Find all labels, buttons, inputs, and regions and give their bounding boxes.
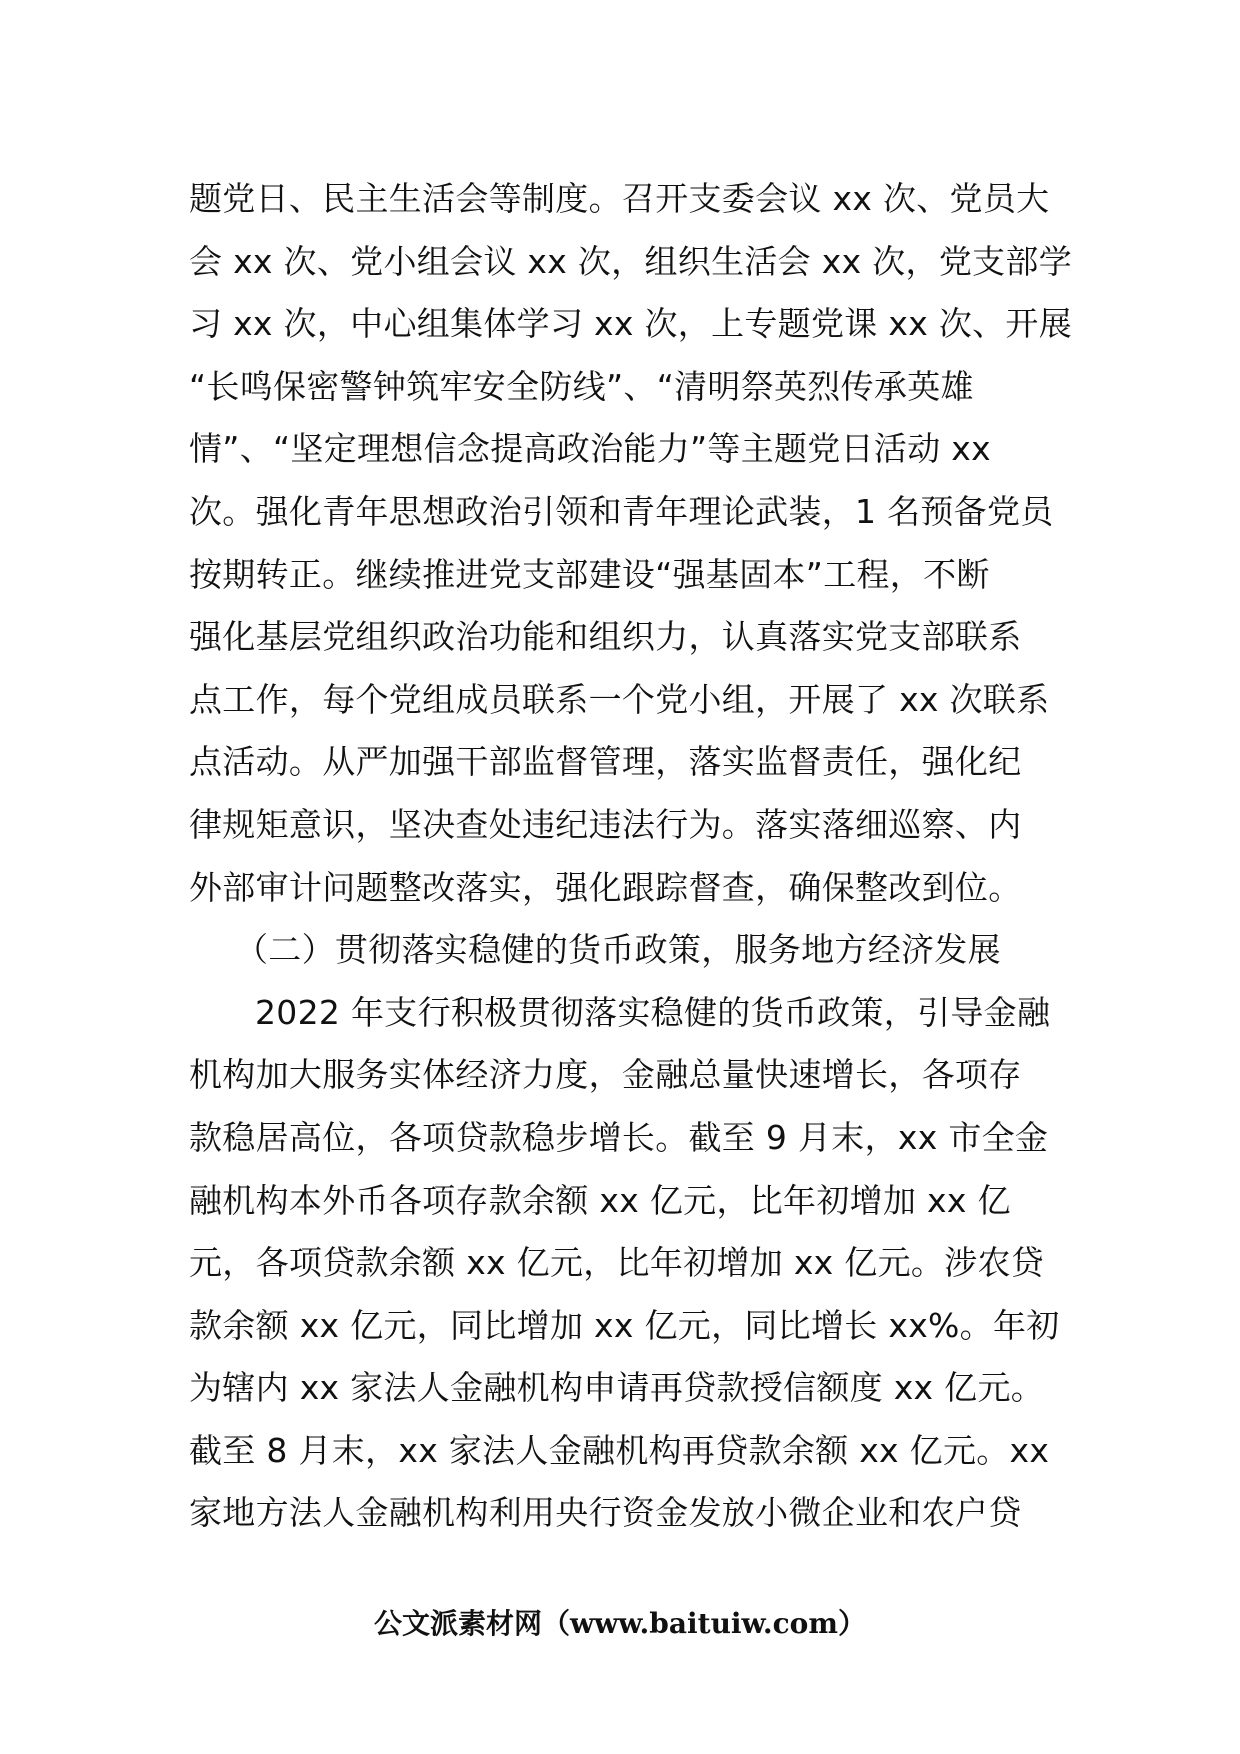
text-line: “长鸣保密警钟筑牢安全防线”、“清明祭英烈传承英雄 <box>189 366 974 406</box>
section-heading: （二）贯彻落实稳健的货币政策，服务地方经济发展 <box>235 930 1001 970</box>
text-line: 习 xx 次，中心组集体学习 xx 次，上专题党课 xx 次、开展 <box>189 304 1073 344</box>
text-line: 次。强化青年思想政治引领和青年理论武装，1 名预备党员 <box>189 491 1054 531</box>
text-line: 会 xx 次、党小组会议 xx 次，组织生活会 xx 次，党支部学 <box>189 241 1073 281</box>
text-line: 按期转正。继续推进党支部建设“强基固本”工程，不断 <box>189 554 990 594</box>
text-line: 强化基层党组织政治功能和组织力，认真落实党支部联系 <box>189 617 1022 657</box>
text-line: 机构加大服务实体经济力度，金融总量快速增长，各项存 <box>189 1055 1022 1095</box>
footer-watermark: 公文派素材网（www.baituiw.com） <box>374 1607 866 1640</box>
text-line: 律规矩意识，坚决查处违纪违法行为。落实落细巡察、内 <box>189 804 1022 844</box>
text-line: 家地方法人金融机构利用央行资金发放小微企业和农户贷 <box>189 1493 1022 1533</box>
text-line: 截至 8 月末，xx 家法人金融机构再贷款余额 xx 亿元。xx <box>189 1430 1050 1470</box>
text-line: 融机构本外币各项存款余额 xx 亿元，比年初增加 xx 亿 <box>189 1180 1011 1220</box>
text-line: 款余额 xx 亿元，同比增加 xx 亿元，同比增长 xx%。年初 <box>189 1305 1060 1345</box>
text-line: 外部审计问题整改落实，强化跟踪督查，确保整改到位。 <box>189 867 1022 907</box>
text-line: 题党日、民主生活会等制度。召开支委会议 xx 次、党员大 <box>189 179 1050 218</box>
text-line: 情”、“坚定理想信念提高政治能力”等主题党日活动 xx <box>189 429 991 469</box>
text-line: 点工作，每个党组成员联系一个党小组，开展了 xx 次联系 <box>189 679 1050 719</box>
text-line: 款稳居高位，各项贷款稳步增长。截至 9 月末，xx 市全金 <box>189 1117 1049 1157</box>
text-line: 为辖内 xx 家法人金融机构申请再贷款授信额度 xx 亿元。 <box>189 1368 1045 1408</box>
text-line: 点活动。从严加强干部监督管理，落实监督责任，强化纪 <box>189 742 1022 782</box>
text-line: 2022 年支行积极贯彻落实稳健的货币政策，引导金融 <box>255 992 1051 1032</box>
text-line: 元，各项贷款余额 xx 亿元，比年初增加 xx 亿元。涉农贷 <box>189 1243 1045 1283</box>
document-body <box>189 168 1073 1545</box>
